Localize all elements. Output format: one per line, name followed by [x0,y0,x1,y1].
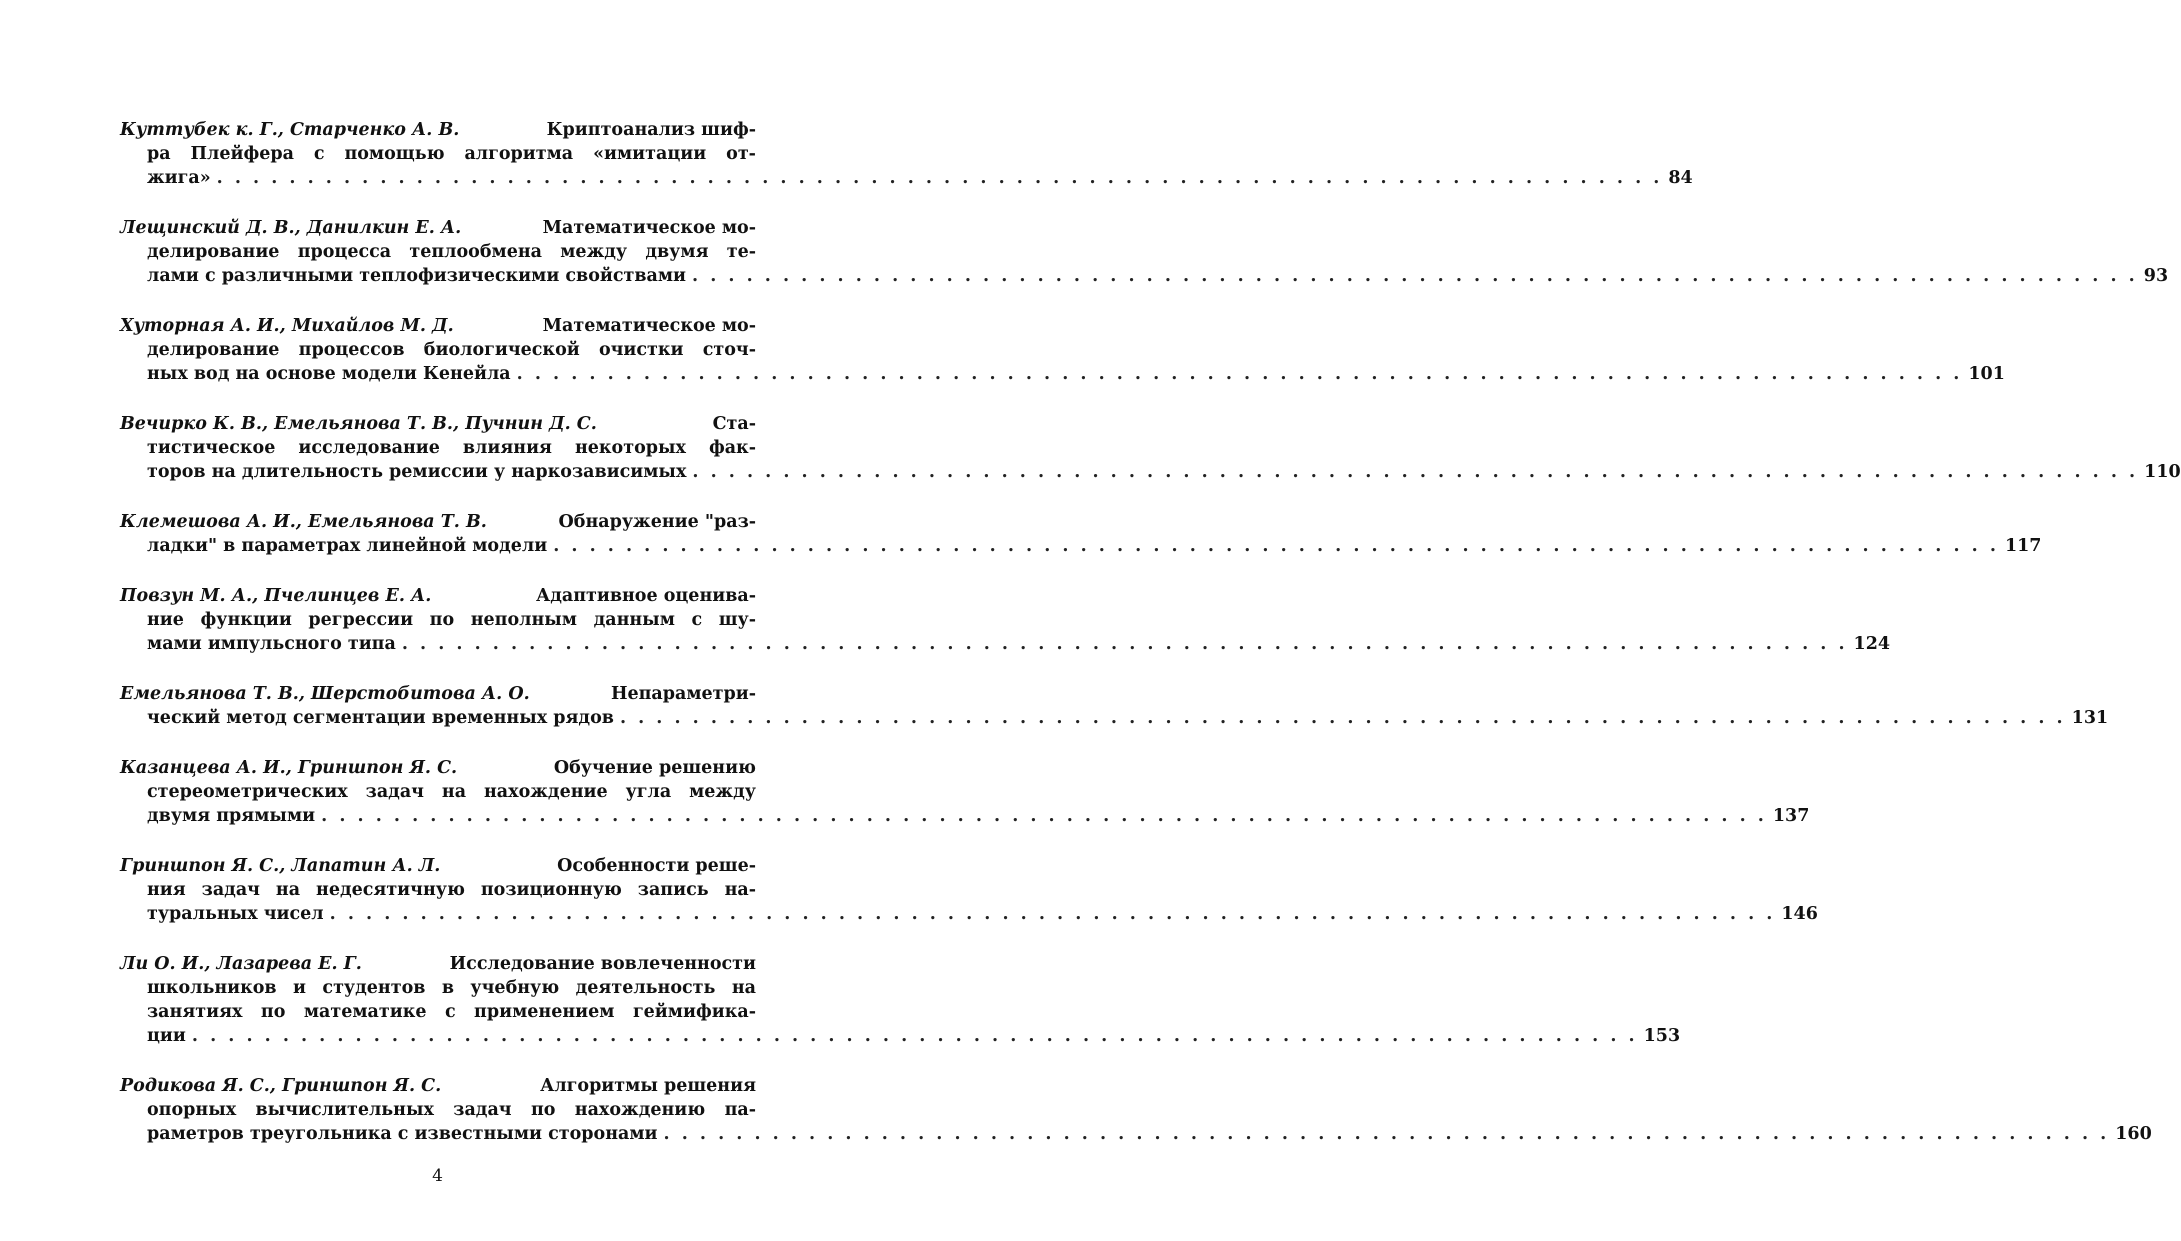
entry-title-word: «имитации [593,144,707,164]
entry-title-word: делирование [147,242,280,262]
entry-title-word: учебную [470,978,560,998]
entry-title-word: фак- [708,438,756,458]
entry-title-word: регрессии [308,610,414,630]
entry-title-word: те- [726,242,756,262]
entry-title-text: Обучение решению [553,758,756,778]
entry-title-word: вычислительных [255,1100,434,1120]
entry-title-text: Ста- [712,414,756,434]
entry-authors: Ли О. И., Лазарева Е. Г. [120,954,362,974]
entry-title-word: опорных [147,1100,237,1120]
entry-title-word: по [530,1100,556,1120]
entry-title-word: на [275,880,301,900]
entry-title-word: позиционную [480,880,622,900]
entry-title-word: влияния [462,438,552,458]
entry-title-word: шу- [718,610,756,630]
entry-title-word: биологической [423,340,580,360]
entry-title-word: запись [637,880,709,900]
entry-title-word: с [691,610,703,630]
entry-title-word: деятельность [575,978,716,998]
entry-title-text: Адаптивное оценива- [535,586,756,606]
entry-title-word: ние [147,610,184,630]
leader-dots: . . . . . . . . . . . . . . . . . . . . . . . . . . . . . . . . . . . . . . . . . . . . . . . . . . . . . . . . . . . . . . . . . . . . . . . . . . . . . . . . [553,536,1999,556]
entry-title-text: двумя прямыми [147,806,316,826]
entry-title-text: Математическое мо- [542,218,756,238]
toc-entry-line [120,240,756,264]
entry-title-word: тистическое [147,438,276,458]
toc-entry-line [120,878,756,902]
entry-authors: Повзун М. А., Пчелинцев Е. А. [120,586,432,606]
toc-entry-line [120,216,756,240]
entry-title-text: Обнаружение "раз- [558,512,756,532]
entry-title-text: торов на длительность ремиссии у наркозависимых [147,462,687,482]
toc-entry-line [120,1074,756,1098]
toc-entry [120,1074,2152,1146]
entry-title-word: геймифика- [632,1002,756,1022]
entry-title-text: Исследование вовлеченности [449,954,756,974]
toc-entry [120,682,2109,730]
entry-title-word: в [441,978,454,998]
entry-title-word: задач [201,880,260,900]
entry-title-word: математике [303,1002,427,1022]
leader-dots: . . . . . . . . . . . . . . . . . . . . . . . . . . . . . . . . . . . . . . . . . . . . . . . . . . . . . . . . . . . . . . . . . . . . . . . . . . . . . . . . [401,634,1848,654]
leader-dots: . . . . . . . . . . . . . . . . . . . . . . . . . . . . . . . . . . . . . . . . . . . . . . . . . . . . . . . . . . . . . . . . . . . . . . . . . . . . . . . . [516,364,1963,384]
toc-entry-line [120,608,756,632]
toc-entry [120,756,1810,828]
toc-entry-line [120,902,1818,926]
entry-page-number: 131 [2071,708,2109,728]
entry-title-word: по [260,1002,286,1022]
entry-title-word: нахождение [483,782,608,802]
leader-dots: . . . . . . . . . . . . . . . . . . . . . . . . . . . . . . . . . . . . . . . . . . . . . . . . . . . . . . . . . . . . . . . . . . . . . . . . . . . . . . . . [692,462,2139,482]
toc-entry-line [120,338,756,362]
entry-page-number: 124 [1853,634,1891,654]
toc-entry-line [120,682,756,706]
entry-title-word: стереометрических [147,782,348,802]
entry-title-word: Плейфера [190,144,294,164]
leader-dots: . . . . . . . . . . . . . . . . . . . . . . . . . . . . . . . . . . . . . . . . . . . . . . . . . . . . . . . . . . . . . . . . . . . . . . . . . . . . . . . . [321,806,1767,826]
toc-entry-line [120,314,756,338]
entry-authors: Лещинский Д. В., Данилкин Е. А. [120,218,462,238]
toc-entry [120,118,1693,190]
entry-title-word: на [441,782,467,802]
leader-dots: . . . . . . . . . . . . . . . . . . . . . . . . . . . . . . . . . . . . . . . . . . . . . . . . . . . . . . . . . . . . . . . . . . . . . . . . . . . . . . . . [692,266,2138,286]
entry-title-word: между [689,782,756,802]
toc-entry-line [120,854,756,878]
entry-authors: Родикова Я. С., Гриншпон Я. С. [120,1076,442,1096]
entry-title-word: сточ- [702,340,756,360]
entry-title-text: Алгоритмы решения [540,1076,756,1096]
entry-title-text: Математическое мо- [542,316,756,336]
toc-entry [120,510,2042,558]
entry-title-text: раметров треугольника с известными сторонами [147,1124,658,1144]
entry-page-number: 137 [1772,806,1810,826]
toc-entry-line [120,412,756,436]
entry-page-number: 160 [2115,1124,2152,1144]
toc-entry [120,584,1891,656]
entry-title-word: задач [365,782,424,802]
entry-authors: Хуторная А. И., Михайлов М. Д. [120,316,454,336]
entry-title-word: некоторых [574,438,686,458]
entry-title-text: Криптоанализ шиф- [546,120,756,140]
entry-title-word: от- [726,144,756,164]
entry-authors: Клемешова А. И., Емельянова Т. В. [120,512,487,532]
entry-title-word: па- [724,1100,756,1120]
entry-page-number: 146 [1781,904,1818,924]
entry-page-number: 153 [1643,1026,1681,1046]
leader-dots: . . . . . . . . . . . . . . . . . . . . . . . . . . . . . . . . . . . . . . . . . . . . . . . . . . . . . . . . . . . . . . . . . . . . . . . . . . . . . . . . [663,1124,2110,1144]
toc-entry-line [120,1122,2152,1146]
entry-title-word: школьников [147,978,277,998]
entry-title-text: ции [147,1026,186,1046]
entry-title-text: Непараметри- [610,684,756,704]
entry-title-word: занятиях [147,1002,243,1022]
toc-entry-line [120,804,1810,828]
entry-title-word: применением [474,1002,615,1022]
entry-title-word: и [293,978,306,998]
entry-title-word: по [429,610,455,630]
toc-entry-line [120,460,2181,484]
leader-dots: . . . . . . . . . . . . . . . . . . . . . . . . . . . . . . . . . . . . . . . . . . . . . . . . . . . . . . . . . . . . . . . . . . . . . . . . . . . . . . . . [329,904,1776,924]
page-number: 4 [432,1166,443,1186]
table-of-contents [120,118,2181,1172]
entry-title-word: задач [453,1100,512,1120]
entry-title-word: нахождению [574,1100,706,1120]
toc-entry-line [120,706,2109,730]
toc-entry-line [120,1098,756,1122]
entry-title-word: процесса [297,242,392,262]
toc-entry-line [120,632,1891,656]
entry-title-word: двумя [645,242,709,262]
toc-entry-line [120,436,756,460]
entry-title-word: на [731,978,756,998]
entry-title-word: на- [724,880,756,900]
toc-entry-line [120,756,756,780]
toc-entry-line [120,534,2042,558]
toc-entry-line [120,142,756,166]
entry-title-word: с [313,144,325,164]
entry-title-word: между [560,242,628,262]
toc-entry-line [120,1000,756,1024]
entry-title-word: исследование [298,438,440,458]
entry-page-number: 101 [1968,364,2005,384]
entry-authors: Гриншпон Я. С., Лапатин А. Л. [120,856,441,876]
entry-title-text: лами с различными теплофизическими свойствами [147,266,687,286]
entry-title-word: с [444,1002,456,1022]
entry-authors: Емельянова Т. В., Шерстобитова А. О. [120,684,530,704]
toc-entry-line [120,118,756,142]
entry-title-text: ладки" в параметрах линейной модели [147,536,548,556]
entry-page-number: 84 [1668,168,1693,188]
entry-title-word: студентов [322,978,426,998]
entry-title-word: теплообмена [409,242,542,262]
entry-title-word: неполным [470,610,578,630]
entry-title-word: данным [593,610,675,630]
toc-entry-line [120,166,1693,190]
entry-page-number: 117 [2004,536,2042,556]
entry-title-word: функции [200,610,292,630]
entry-title-text: мами импульсного типа [147,634,396,654]
entry-title-word: угла [625,782,672,802]
entry-title-word: ния [147,880,186,900]
toc-entry-line [120,1024,1681,1048]
toc-entry [120,854,1818,926]
toc-entry-line [120,362,2005,386]
entry-authors: Куттубек к. Г., Старченко А. В. [120,120,460,140]
toc-entry [120,216,2169,288]
entry-page-number: 93 [2143,266,2169,286]
entry-authors: Вечирко К. В., Емельянова Т. В., Пучнин Д. С. [120,414,597,434]
entry-title-text: ческий метод сегментации временных рядов [147,708,614,728]
entry-title-text: жига» [147,168,211,188]
entry-title-word: процессов [298,340,405,360]
toc-entry-line [120,584,756,608]
entry-title-text: туральных чисел [147,904,324,924]
toc-entry-line [120,976,756,1000]
entry-title-text: ных вод на основе модели Кенейла [147,364,511,384]
leader-dots: . . . . . . . . . . . . . . . . . . . . . . . . . . . . . . . . . . . . . . . . . . . . . . . . . . . . . . . . . . . . . . . . . . . . . . . . . . . . . . . . [216,168,1663,188]
entry-title-word: ра [147,144,171,164]
leader-dots: . . . . . . . . . . . . . . . . . . . . . . . . . . . . . . . . . . . . . . . . . . . . . . . . . . . . . . . . . . . . . . . . . . . . . . . . . . . . . . . . [619,708,2066,728]
entry-title-word: алгоритма [464,144,574,164]
toc-entry [120,412,2181,484]
entry-title-word: очистки [598,340,684,360]
leader-dots: . . . . . . . . . . . . . . . . . . . . . . . . . . . . . . . . . . . . . . . . . . . . . . . . . . . . . . . . . . . . . . . . . . . . . . . . . . . . . . . . [191,1026,1638,1046]
entry-page-number: 110 [2144,462,2181,482]
entry-authors: Казанцева А. И., Гриншпон Я. С. [120,758,458,778]
entry-title-word: делирование [147,340,280,360]
entry-title-text: Особенности реше- [557,856,756,876]
entry-title-word: помощью [344,144,445,164]
toc-entry-line [120,264,2169,288]
toc-entry-line [120,952,756,976]
toc-entry [120,314,2005,386]
entry-title-word: недесятичную [316,880,465,900]
toc-entry-line [120,510,756,534]
toc-entry [120,952,1681,1048]
toc-entry-line [120,780,756,804]
